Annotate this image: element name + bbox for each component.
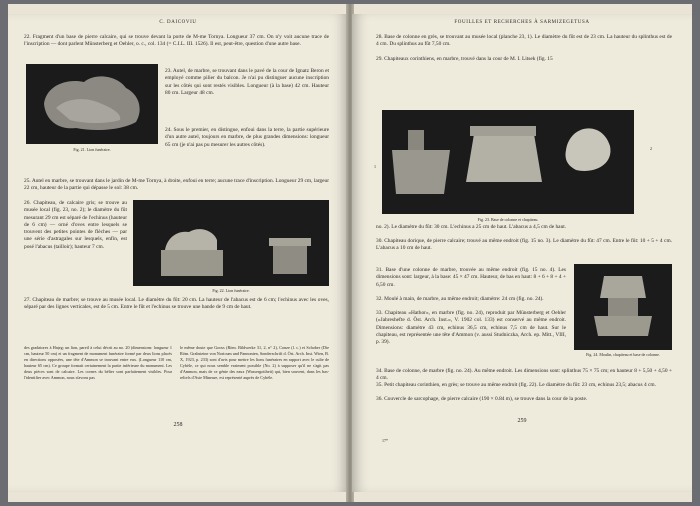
paragraph-34: 34. Base de colonne, de marbre (fig. no. 24). Au même endroit. Les dimensions sont: splinthus 75 × 75 cm; en hauteur 8 + 5,50 + 4,50 + 4 cm.: [376, 368, 672, 382]
paragraph-35: 35. Petit chapiteau corinthien, en grès; se trouve au même endroit (fig. 22). Le diamètre du fût: 23 cm, echinus 23,5; abacus 4 cm.: [376, 382, 656, 388]
figure-23-caption: Fig. 23. Base de colonne et chapiteau.: [477, 217, 539, 222]
left-page-number: 258: [173, 422, 183, 428]
paragraph-24: 24. Sous le premier, en distingue, enfoui dans la terre, la partie supérieure d'un autre autel, toujours en marbre, de plus grandes dimensions: longueur 65 cm (je n'ai pas pu mesurer les autres côtés).: [165, 127, 329, 148]
lion-statue-image: [133, 200, 329, 286]
paragraph-26: 26. Chapiteau, de calcaire gris; se trouve au musée local (fig. 23, no. 2); le diamètre du fût mesurant 29 cm est séparé de l'echinus (hauteur de 6 cm) — orné d'oves entre lesquels se trouvent des petites pointes de flèches — par une série d'astragales sur lesquels, enfin, est posé l'abacus (tailloir); hauteur 7 cm.: [24, 200, 127, 250]
signature-mark: 17*: [382, 438, 388, 443]
right-running-header: FOUILLES ET RECHERCHES À SARMIZEGETUSA: [454, 20, 590, 25]
figure-22-photo: [133, 200, 329, 286]
paragraph-22: 22. Fragment d'un base de pierre calcaire, qui se trouve devant la porte de M-me Tornya. Longueur 37 cm. On n'y voit aucune trace de l'inscription — dont parlent Münsterberg et Oehler, o. c., col. 134 (= C.I.L. III. 1526). Il est, peut-être, question d'une autre base.: [24, 34, 329, 48]
figure-21-caption: Fig. 21. Lion funéraire.: [73, 147, 111, 152]
paragraph-33: 33. Chapiteau «Hathor», en marbre (fig. no. 24), reproduit par Münsterberg et Oehler («Jahreshefte d. Öst. Arch. Inst.», V. 1902 col. 133) est conservé au même endroit. Dimensions: diamètre 43 cm, echinus 36,5 cm, echinus 7,5 cm de haut. Sur le chapiteau, est représentée une tête d'Ammon (v. aussi Studniczka, Arch. ep. Mitt., VIII, p. 39).: [376, 310, 566, 346]
paragraph-31: 31. Base d'une colonne de marbre, trouvée au même endroit (fig. 15 no. 4). Les dimensions sont: largeur, à la base: 45 × 47 cm. Hauteur, de bas en haut: 8 + 6 + 8 + 4 + 6,50 cm.: [376, 267, 566, 288]
left-running-header: C. DAICOVIU: [159, 20, 197, 25]
paragraph-25: 25. Autel en marbre, se trouvant dans le jardin de M-me Tornya, à droite, enfoui en terre; aucune trace d'inscription. Longueur 29 cm, largeur 22 cm, hauteur de la partie qui dépasse le sol: 38 cm.: [24, 178, 329, 192]
paragraph-36: 36. Couvercle de sarcophage, de pierre calcaire (190 × 0.84 m), se trouve dans la cour de la poste.: [376, 396, 588, 402]
paragraph-23: 23. Autel, de marbre, se trouvant dans le pavé de la cour de Ignatz Beron et employé comme pilier du balcon. Je n'ai pu distinguer aucune inscription sur les côtés qui sont restés visibles. Longueur (à la base) 42 cm. Hauteur 80 cm. Largeur 48 cm.: [165, 68, 329, 96]
paragraph-29-continued: no. 2). Le diamètre du fût: 30 cm. L'echinus a 25 cm de haut. L'abacus a 4,5 cm de haut.: [376, 224, 567, 230]
mill-capital-and-base-image: [574, 264, 672, 350]
column-base-and-capital-image: [382, 110, 634, 214]
paragraph-29: 29. Chapiteaux corinthiens, en marbre, trouvé dans la cour de M. I. Litsek (fig. 15: [376, 56, 553, 62]
open-book: [8, 4, 692, 502]
footnote-column-2: le même doute que Gooss (Röm. Bildwerke 31, 2, n° 2), Conze (l. c.) et Schober (Die Röm. Grabsteine von Noricum und Pannonien, Sonderschrift d. Öst. Arch. Inst. Wien, B. X, 1923, p. 233) sont d'avis pour mettre les lions funéraires en rapport avec le culte de Cybèle, ce qui nous semble vraiment possible (No. 2) à supposer qu'il ne s'agit pas d'Ammon, mais de ce génie des eaux (Wassergottheit) qui, bien souvent, dans les bas-reliefs d'Asie Mineure, est représenté auprès de Cybèle.: [180, 345, 329, 380]
lion-relief-image: [26, 64, 158, 144]
paragraph-28: 28. Base de colonne en grès, se trouvant au musée local (planche 23, 1). Le diamètre du fût est de 23 cm. La hauteur du splinthus est de 4 cm. Du splinthus au fût 7,50 cm.: [376, 34, 672, 48]
figure-21-photo: [26, 64, 158, 144]
paragraph-32: 32. Moulé à main, de marbre, au même endroit; diamètre: 24 cm (fig. no. 24).: [376, 296, 544, 302]
figure-24-caption: Fig. 24. Moulin, chapiteau et base de colonne.: [586, 352, 660, 357]
left-page: [8, 14, 348, 492]
right-page: [352, 14, 692, 492]
figure-22-caption: Fig. 22. Lion funéraire.: [212, 288, 250, 293]
photo-marker-1: 1: [374, 164, 376, 169]
footnote-column-1: des gradatores à Hațeg; un lion, pareil à celui décrit au no. 20 (dimensions: longueur 1 cm, hauteur 50 cm) et un fragment de monument funéraire formé par deux lions placés en directions opposées, une tête d'Ammon se trouvant entre eux. (Longueur 110 cm, hauteur 65 cm). Ce groupe formait certainement la partie inférieure du monument. Les deux pièces sont de calcaire. Les cornes du bélier sont parfaitement visibles. Pour l'identifier avec Ammon, nous n'avons pas: [24, 345, 172, 380]
paragraph-27: 27. Chapiteau de marbre; se trouve au musée local. Le diamètre du fût: 20 cm. La hauteur de l'abacus est de 6 cm; l'echinus avec les oves, séparé par des lignes verticales, est de 5 cm. Entre le fût et l'echinus se trouve une bande de 9 cm de haut.: [24, 297, 329, 311]
paragraph-30: 30. Chapiteau dorique, de pierre calcaire; trouvé au même endroit (fig. 15 no. 3). Le diamètre du fût: 47 cm. Entre le fût: 10 + 5 + 4 cm. L'abacus a 10 cm de haut.: [376, 238, 672, 252]
figure-23-photo: [382, 110, 634, 214]
right-page-number: 259: [517, 418, 527, 424]
photo-marker-2: 2: [650, 146, 652, 151]
figure-24-photo: [574, 264, 672, 350]
